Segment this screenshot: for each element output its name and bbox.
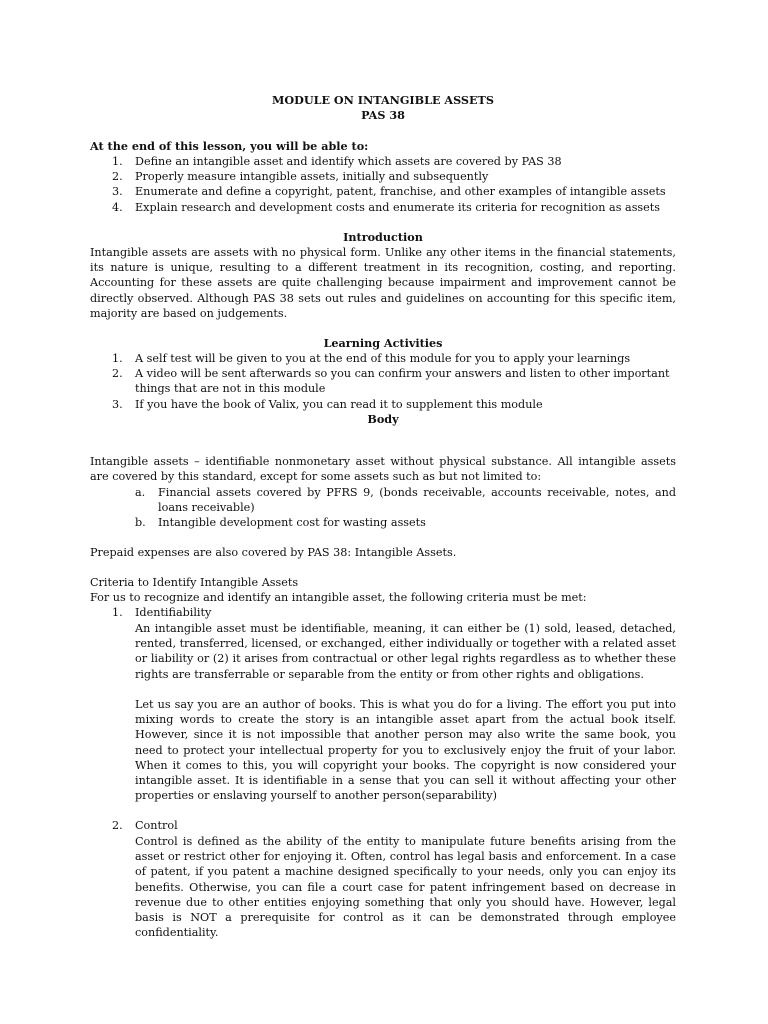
document-page: MODULE ON INTANGIBLE ASSETS PAS 38 At the end of this lesson, you will be able to: 1. Define an intangible asset and identify which assets are covered by PAS 38 2. Properly measure intangible assets, initially and subsequently 3. Enumerate and define a copyright, patent, franchise, and other examples of intangible assets 4. Explain research and development costs and enumerate its criteria for recognition as assets Introduction Intangible assets are assets with no physical form. Unlike any other items in the financial statements, its nature is unique, resulting to a different treatment in its recognition, costing, and reporting. Accounting for these assets are quite challenging because impairment and improvement cannot be directly observed. Although PAS 38 sets out rules and guidelines on accounting for this specific item, majority are based on judgements. Learning Activities 1. A self test will be given to you at the end of this module for you to apply your learnings 2. A video will be sent afterwards so you can confirm your answers and listen to other important things that are not in this module 3. If you have the book of Valix, you can read it to supplement this module Body Intangible assets – identifiable nonmonetary asset without physical substance. All intangible assets are covered by this standard, except for some assets such as but not limited to: a. Financial assets covered by PFRS 9, (bonds receivable, accounts receivable, notes, and loans receivable) b. Intangible development cost for wasting assets Prepaid expenses are also covered by PAS 38: Intangible Assets. Criteria to Identify Intangible Assets For us to recognize and identify an intangible asset, the following criteria must be met: 1. Identifiability An intangible asset must be identifiable, meaning, it can either be (1) sold, leased, detached, rented, transferred, licensed, or exchanged, either individually or together with a related asset or liability or (2) it arises from contractual or other legal rights regardless as to whether these rights are transferrable or separable from the entity or from other rights and obligations. Let us say you are an author of books. This is what you do for a living. The effort you put into mixing words to create the story is an intangible asset apart from the actual book itself. However, since it is not impossible that another person may also write the same book, you need to protect your intellectual property for you to exclusively enjoy the fruit of your labor. When it comes to this, you will copyright your books. The copyright is now considered your intangible asset. It is identifiable in a sense that you can sell it without affecting your other properties or enslaving yourself to another person(separability) 2. Control Control is defined as the ability of the entity to manipulate future benefits arising from the asset or restrict other for enjoying it. Often, control has legal basis and enforcement. In a case of patent, if you patent a machine designed specifically to your needs, only you can enjoy its benefits. Otherwise, you can file a court case for patent infringement based on decrease in revenue due to other entities enjoying something that only you should have. However, legal basis is NOT a prerequisite for control as it can be demonstrated through employee confidentiality.: [90, 93, 676, 940]
exceptions-list: [90, 485, 676, 531]
list-item: 1. A self test will be given to you at the end of this module for you to apply your learnings: [112, 352, 631, 365]
criteria-heading: Criteria to Identify Intangible Assets: [90, 576, 299, 589]
document-subtitle: PAS 38: [361, 108, 405, 122]
list-item: 3. Enumerate and define a copyright, patent, franchise, and other examples of intangible assets: [112, 185, 666, 199]
introduction-text: Intangible assets are assets with no physical form. Unlike any other items in the financial statements, its nature is unique, resulting to a different treatment in its recognition, costing, and reporting. Accounting for these assets are quite challenging because impairment and improvement cannot be directly observed. Although PAS 38 sets out rules and guidelines on accounting for this specific item, majority are based on judgements.: [90, 246, 676, 320]
document-title: MODULE ON INTANGIBLE ASSETS: [272, 93, 494, 107]
prepaid-expenses-note: Prepaid expenses are also covered by PAS 38: Intangible Assets.: [90, 546, 457, 559]
learning-activities-list: [90, 351, 676, 412]
criteria-intro: For us to recognize and identify an intangible asset, the following criteria must be met:: [90, 591, 587, 604]
list-item: 4. Explain research and development costs and enumerate its criteria for recognition as assets: [112, 200, 661, 214]
list-item: b. Intangible development cost for wasting assets: [135, 516, 426, 530]
introduction-heading: Introduction: [343, 230, 423, 244]
control-paragraph: Control is defined as the ability of the entity to manipulate future benefits arising from the asset or restrict other for enjoying it. Often, control has legal basis and enforcement. In a case of patent, if you patent a machine designed specifically to your needs, only you can enjoy its benefits. Otherwise, you can file a court case for patent infringement based on decrease in revenue due to other entities enjoying something that only you should have. However, legal basis is NOT a prerequisite for control as it can be demonstrated through employee confidentiality.: [135, 835, 676, 940]
body-heading: Body: [367, 412, 399, 426]
list-item: 3. If you have the book of Valix, you can read it to supplement this module: [112, 397, 543, 411]
copyright-example-paragraph: Let us say you are an author of books. This is what you do for a living. The effort you put into mixing words to create the story is an intangible asset apart from the actual book itself. However, since it is not impossible that another person may also write the same book, you need to protect your intellectual property for you to exclusively enjoy the fruit of your labor. When it comes to this, you will copyright your books. The copyright is now considered your intangible asset. It is identifiable in a sense that you can sell it without affecting your other properties or enslaving yourself to another person(separability): [135, 698, 676, 803]
list-item: a. Financial assets covered by PFRS 9, (bonds receivable, accounts receivable, notes, and loans receivable): [135, 486, 676, 515]
objectives-heading: At the end of this lesson, you will be able to:: [90, 139, 369, 153]
intangible-assets-definition: Intangible assets – identifiable nonmonetary asset without physical substance. All intangible assets are covered by this standard, except for some assets such as but not limited to:: [90, 455, 676, 484]
list-item: 1. Define an intangible asset and identify which assets are covered by PAS 38: [112, 155, 562, 168]
list-item: 2. Properly measure intangible assets, initially and subsequently: [112, 170, 489, 184]
list-item: 2. A video will be sent afterwards so you can confirm your answers and listen to other important things that are not in this module: [112, 367, 670, 396]
identifiability-paragraph: An intangible asset must be identifiable, meaning, it can either be (1) sold, leased, detached, rented, transferred, licensed, or exchanged, either individually or together with a related asset or liability or (2) it arises from contractual or other legal rights regardless as to whether these rights are transferrable or separable from the entity or from other rights and obligations.: [135, 622, 676, 681]
learning-activities-heading: Learning Activities: [323, 336, 443, 350]
objectives-list: [90, 154, 676, 215]
